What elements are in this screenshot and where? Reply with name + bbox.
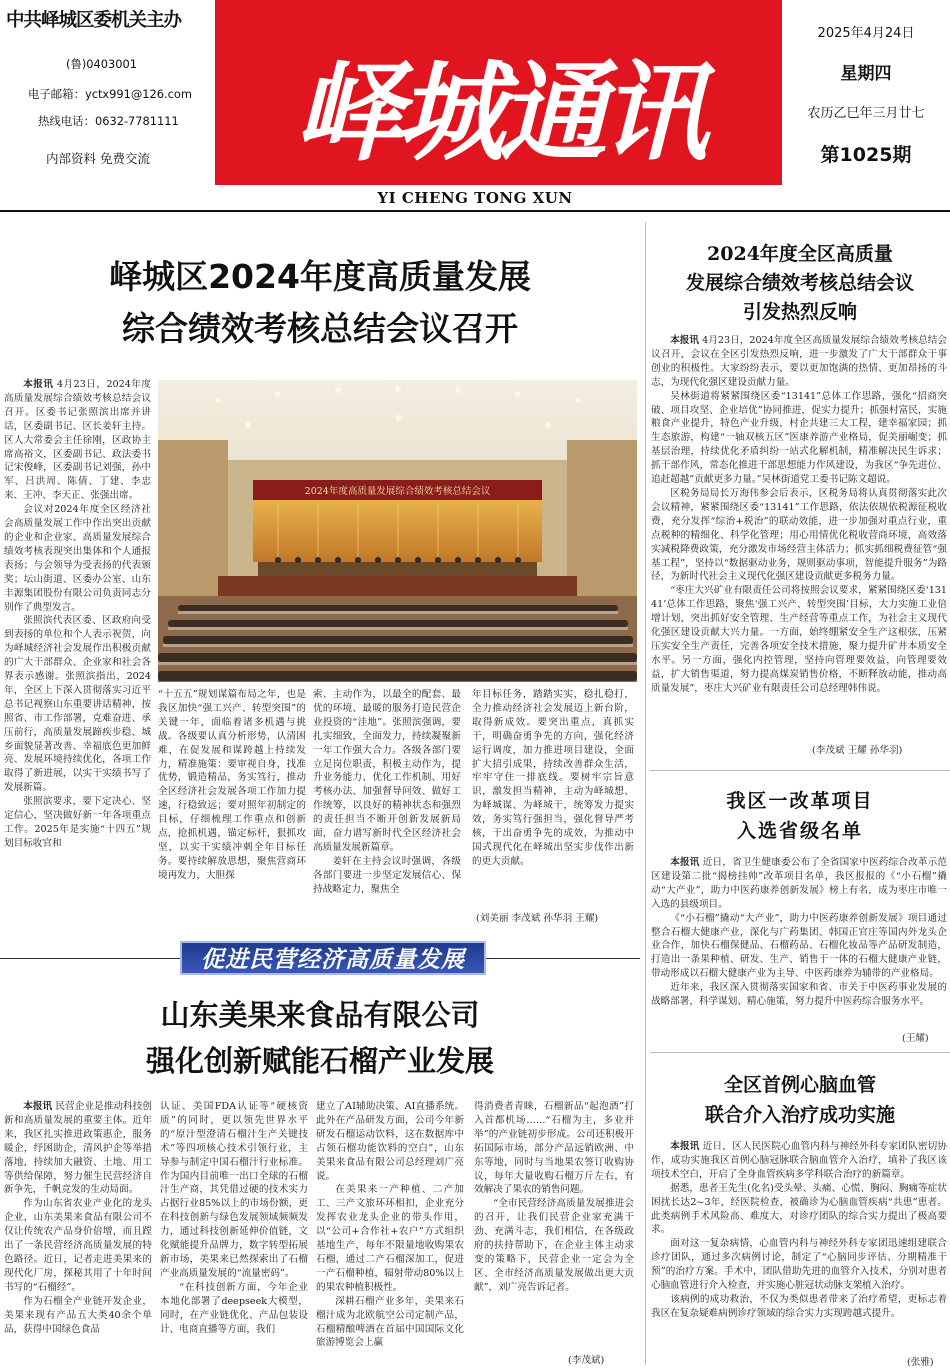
sponsor: 中共峄城区委机关主办 [6,10,182,31]
distribution-note: 内部资料 免费交流 [46,151,150,166]
right-section-rule-2 [650,1052,950,1053]
lead-paragraph-5: “十五五”规划谋篇布局之年，也是我区加快“强工兴产、转型突围”的关键一年，面临着诸多机遇与挑战。各级要认真分析形势，认清困难，在促发展和谋跨越上持续发力，精准施策：要审视自身，找准优势，锻造精品，务实笃行，推动全区经济社会发展各项工作加力提速，行稳致远；要对照年初制定的目标，仔细梳理工作重点和创新点，抢抓机遇，锚定标杆，狠抓攻坚，以实干实绩冲刺全年目标任务。要持续解放思想，聚焦营商环境再发力，大胆探 [158,689,306,881]
right1-credit: (李茂斌 王耀 孙华羽) [812,745,903,756]
hotline: 热线电话：0632-7781111 [38,114,179,128]
right2-body [651,856,947,1028]
feature-paragraph-6: 建立了AI辅助决策、AI直播系统。此外在产品研发方面，公司今年新研发石榴运动饮料，这在数据库中占领石榴功能饮料的空白”，山东美果来食品有限公司总经理刘广亮说。 [316,1101,464,1182]
feature-paragraph-5: “在科技创新方面，今年企业本地化部署了deepseek大模型，同时，在产业链优化、产品包装设计、电商直播等方面，我们 [160,1281,308,1335]
right1-paragraph-1: 本报讯 4月23日，2024年度全区高质量发展综合绩效考核总结会议召开，会议在全区引发热烈反响，进一步激发了广大干部群众干事创业的积极性。大家纷纷表示，要以更加饱满的热情、更加昂扬的斗志，为现代化强区建设贡献力量。 [651,335,947,388]
feature-paragraph-3: 作为石榴全产业链开发企业，美果来现有产品五大类40余个单品，获得中国绿色食品 [4,1295,152,1335]
masthead-rule [0,210,950,212]
right1-paragraph-4: “枣庄大兴矿业有限责任公司将按照会议要求，紧紧围绕区委‘13141’总体工作思路，聚焦‘强工兴产、转型突围’目标，大力实施工业倍增计划，突出抓好安全管理、生产经营等重点工作，为社会主义现代化强区建设贡献大兴力量。一方面，始终绷紧安全生产这根弦，压紧压实安全生产责任，完善各项安全技术措施，聚力提升矿井本质安全水平。另一方面，强化内控管理，坚持向管理要效益，向管理要效益，扩大销售渠道，努力提高煤炭销售价格，不断释放动能，推动高质量发展”，枣庄大兴矿业有限责任公司总经理韩伟说。 [651,585,947,694]
lead-paragraph-1: 本报讯 4月23日，2024年度高质量发展综合绩效考核总结会议召开。区委书记张照滨出席并讲话，区委副书记、区长姜轩主持。区人大常委会主任徐刚，区政协主席高裕文，区委副书记、政法委书记宋俊峰，区委副书记刘强，孙中军、吕洪周、陈倩、丁建、李忠来、王冲、李天正、张强出席。 [4,379,151,502]
title-pinyin: YI CHENG TONG XUN [377,189,573,207]
feature-paragraph-8: 深耕石榴产业多年，美果来石榴汁成为北欧航空公司定制产品，石榴精酿啤酒在首届中国国际文化旅游博览会上赢 [316,1295,464,1349]
feature-headline-line2: 强化创新赋能石榴产业发展 [145,1044,494,1078]
section-banner: 促进民营经济高质量发展 [180,941,486,975]
lead-article-col4 [472,688,634,898]
right1-headline-line2: 发展综合绩效考核总结会议 [685,272,914,294]
lead-paragraph-6: 索、主动作为，以最全的配套、最优的环境、最暖的服务打造民营企业投资的“洼地”。张照滨强调，要扎实细致，全面发力，持续凝聚新一年工作强大合力。各级各部门要立足岗位职责，积极主动作为，提升业务能力、优化工作机制、用好考核办法、加强督导问效、做好工作统筹，以良好的精神状态和强烈的责任担当不断开创新发展新局面，奋力谱写新时代全区经济社会高质量发展新篇章。 [313,689,461,853]
right3-paragraph-3: 面对这一复杂病情，心血管内科与神经外科专家团迅速组建联合诊疗团队，通过多次病例讨论，制定了“心脑同步评估、分期精准干预”的治疗方案。手术中，团队借助先进的血管介入技术，分别对患者心脑血管进行介入检查，并实施心脏冠状动脉支架植入治疗。 [651,1238,947,1292]
right3-paragraph-4: 该病例的成功救治，不仅为类似患者带来了治疗希望，更标志着我区在复杂疑难病例诊疗领域的综合实力实现跨越式提升。 [651,1293,947,1319]
right3-paragraph-1: 本报讯 近日，区人民医院心血管内科与神经外科专家团队密切协作，成功实施我区首例心脑冠脉联合脑血管介入治疗，填补了我区该项技术空白，开启了全身血管疾病多学科联合治疗的新篇章。 [651,1141,947,1180]
stage-banner-text: 2024年度高质量发展综合绩效考核总结会议 [304,486,491,497]
lead-headline-line1: 峄城区2024年度高质量发展 [109,257,531,296]
lead-article-col3 [313,688,461,912]
right3-credit: (张雅) [907,1357,934,1368]
right1-paragraph-2: 吴林街道将紧紧围绕区委“13141”总体工作思路，强化“招商突破、项目攻坚、企业培优”协同推进，促实力提升；抓强村富民，实施粮食产业提升，特色产业升级，村企共建三大工程，建幸福家园；抓生态旅游，构建“一轴双核五区”医康养游产业格局，促美丽崛变；抓基层治理，持续优化矛盾纠纷一站式化解机制，精准解决民生诉求；抓干部作风，常态化推进干部思想能力作风建设，为我区“争先进位、追赶超越”贡献更多力量。”吴林街道党工委书记陈文超说。 [651,390,947,486]
feature-col2 [160,1100,308,1366]
newspaper-title: 峄城通讯 [294,51,703,176]
right3-headline-line2: 联合介入治疗成功实施 [704,1104,895,1126]
feature-paragraph-7: 在美果来一产种植、二产加工、三产文旅环环相扣，企业充分发挥农业龙头企业的带头作用，以“公司+合作社+农户”方式组织基地生产，每年不限量地收购果农石榴，通过二产石榴深加工，促进一产石榴种植，辐射带动80%以上的果农种植积极性。 [316,1184,464,1293]
right1-headline-line3: 引发热烈反响 [742,301,857,323]
feature-col4 [474,1100,634,1350]
lunar-date: 农历乙巳年三月廿七 [807,106,925,121]
lead-paragraph-3: 张照滨代表区委、区政府向受到表扬的单位和个人表示祝贺，向为峄城经济社会发展作出积极贡献的广大干部群众、企业家和社会各界表示感谢。张照滨指出，2024年，全区上下深入贯彻落实习近平总书记视察山东重要讲话精神，按照省、市工作部署，克难奋进、承压前行，高质量发展蹄疾步稳、城乡面貌显著改善、幸福底色更加鲜亮、发展环境持续优化，各项工作取得了新进展，以实干实绩书写了发展新篇。 [4,615,151,794]
lead-article-col1 [4,378,151,912]
feature-paragraph-1: 本报讯 民营企业是推动科技创新和高质量发展的重要主体。近年来，我区扎实推进政策惠企，服务暖企，纾困助企，清风护企等举措落地，持续加大融资、土地、用工等供给保障，努力催生民营经济自新争先，千帆竞发的生动局面。 [4,1101,152,1196]
right3-headline-line1: 全区首例心脑血管 [723,1074,876,1096]
column-divider [645,222,646,1365]
issue-number: 第1025期 [820,144,912,166]
right1-headline-line1: 2024年度全区高质量 [707,243,893,265]
right2-headline-line1: 我区一改革项目 [726,790,874,812]
feature-credit: (李茂斌) [568,1355,605,1366]
conference-photo [158,380,637,682]
feature-paragraph-9: 得消费者青睐，石榴新品“起泡酒”打入首都机场……“石榴为主，多业并举”的产业链初步形成。公司还积极开拓国际市场，部分产品远销欧洲、中东等地，同时与当地果农签订收购协议，每年大量收购石榴万斤左右，有效解决了果农的销售问题。 [474,1101,634,1196]
feature-col1 [4,1100,152,1366]
lead-headline-line2: 综合绩效考核总结会议召开 [122,309,518,348]
right1-body [651,334,947,730]
feature-headline-line1: 山东美果来食品有限公司 [160,998,480,1032]
feature-paragraph-2: 作为山东省农业产业化的龙头企业，山东美果来食品有限公司不仅让传统农产品身价倍增，而且蹚出了一条民营经济高质量发展的特色路径。近日，记者走进美果来的现代化厂房，探秘其用了十年时间书写的“石榴经”。 [4,1198,152,1293]
feature-paragraph-10: “全市民营经济高质量发展推进会的召开，让我们民营企业家充满干劲、充满斗志，我们相信，在各级政府的扶持帮助下，在企业主体主动求变的策略下，民营企业一定会为全区、全市经济高质量发展做出更大贡献”，刘广亮告诉记者。 [474,1198,634,1293]
right3-paragraph-2: 据悉，患者王先生(化名)受头晕、头痛、心慌、胸闷、胸痛等症状困扰长达2~3年，经医院检查，被确诊为心脑血管疾病“共患”患者。此类病例手术风险高、难度大，对诊疗团队的综合实力提出了极高要求。 [651,1182,947,1236]
lead-paragraph-4: 张照滨要求，要下定决心、坚定信心，坚决做好新一年各项重点工作。2025年是实施“十四五”规划目标收官和 [4,796,151,849]
feature-col3 [316,1100,464,1366]
title-banner [215,0,782,185]
right2-paragraph-2: 《“小石榴”撬动“大产业”，助力中医药康养创新发展》项目通过整合石榴大健康产业，深化与广药集团、韩国正官庄等国内外龙头企业合作，加快石榴保健品、石榴药品、石榴化妆品等产品研发制造，打造出一条果种植、研发、生产、销售于一体的石榴大健康产业链，带动形成以石榴大健康产业为主导、中医药康养为辅带的产业格局。 [651,912,947,980]
lead-article-col2 [158,688,306,912]
right2-credit: (王耀) [902,1033,929,1044]
right2-paragraph-1: 本报讯 近日，省卫生健康委公布了全省国家中医药综合改革示范区建设第二批“揭榜挂帅”改革项目名单，我区报报的《“小石榴”撬动“大产业”，助力中医药康养创新发展》榜上有名，成为枣庄市唯一入选的县级项目。 [651,857,947,910]
right3-body [651,1140,947,1352]
registration-number: (鲁)0403001 [66,57,138,71]
lead-paragraph-7: 姜轩在主持会议时强调，各级各部门要进一步坚定发展信心、保持战略定力，聚焦全 [313,855,461,895]
conference-hall-image [158,380,637,682]
masthead-right [782,0,950,185]
lead-paragraph-2: 会议对2024年度全区经济社会高质量发展工作中作出突出贡献的企业和企业家、高质量发展综合绩效考核表现突出集体和个人通报表扬；与会领导为受表扬的代表颁奖；坛山街道、区委办公室、山东丰源集团股份有限公司负责同志分别作了典型发言。 [4,504,151,613]
lead-credit: (刘美丽 李茂斌 孙华羽 王耀) [476,913,599,924]
lead-paragraph-8: 年目标任务，踏踏实实，稳扎稳打，全力推动经济社会发展迈上新台阶，取得新成效。要突出重点，真抓实干，明确奋勇争先的方向，强化经济运行调度，加力推进项目建设，全面扩大招引成果，持续改善群众生活，牢牢守住一排底线。要树牢宗旨意识，激发担当精神，主动为峄城想、为峄城谋、为峄城干，统筹发力提实效，务实笃行强担当，强化督导严考核，干出奋勇争先的成效，为推动中国式现代化在峄城出坚实步伐作出新的更大贡献。 [472,689,634,867]
right2-paragraph-3: 近年来，我区深入贯彻落实国家和省、市关于中医药事业发展的战略部署，科学谋划、精心施策，努力提升中医药综合服务水平。 [651,982,947,1008]
right-section-rule [650,770,950,771]
issue-date: 2025年4月24日 [817,26,915,41]
right1-paragraph-3: 区税务局局长万海伟参会后表示，区税务局将认真贯彻落实此次会议精神，紧紧围绕区委“13141”工作思路，依法依规依税源征税收费，充分发挥“综治+税治”的联动效能，进一步加强对重点行业，重点税种的精细化、科学化管理；用心用情优化税收营商环境，高效落实减税降费政策，充分激发市场经营主体活力；抓实抓细税费征管“强基工程”，坚持以“数据驱动业务，规则驱动事项，智能提升服务”为路径，为新时代社会主义现代化强区建设贡献更多税务力量。 [651,487,947,583]
weekday: 星期四 [840,64,892,84]
email: 电子邮箱：yctx991@126.com [28,87,192,101]
masthead-left [0,0,215,185]
right2-headline-line2: 入选省级名单 [736,820,863,842]
feature-paragraph-4: 认证、美国FDA认证等“硬核资质”的同时，更以领先世界水平的“原汁型澄清石榴汁生产关键技术”等四项核心技术引领行业，主导参与制定中国石榴汁行业标准。作为国内目前唯一出口全球的石榴汁生产商，其凭借过硬的技术实力占据行业85%以上的市场份额，更在科技创新与绿色发展领域频频发力，通过科技创新延伸价值链，文化赋能提升品牌力，数字转型拓展新市场，美果来已然探索出了石榴产业高质量发展的“流量密码”。 [160,1101,308,1279]
